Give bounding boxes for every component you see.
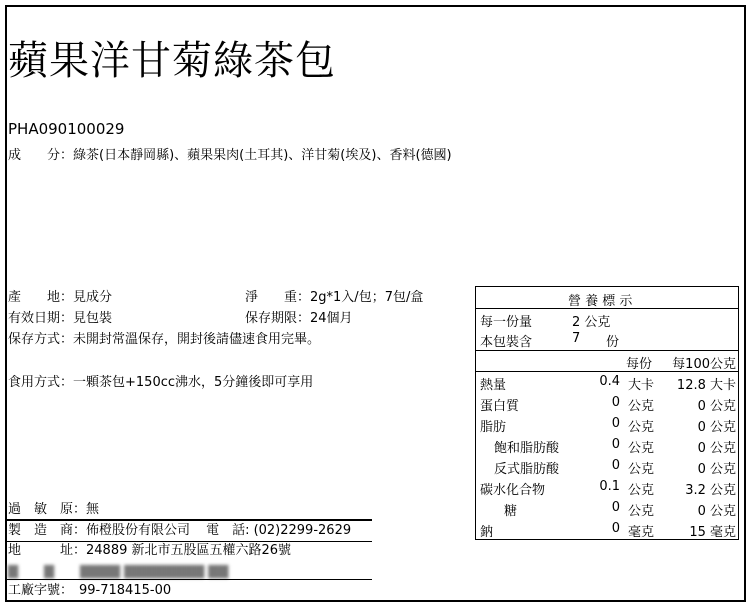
net-weight-value: 2g*1入/包；7包/盒 bbox=[310, 290, 424, 305]
factory-row bbox=[8, 583, 171, 599]
serving-size-value: 2 公克 bbox=[572, 315, 611, 330]
servings-unit: 份 bbox=[606, 335, 620, 350]
serving-size-label: 每一份量 bbox=[480, 315, 533, 330]
nutrient-unit: 公克 bbox=[628, 504, 655, 519]
col-per-100g: 每100公克 bbox=[672, 357, 736, 372]
ingredients-label: 成 分： bbox=[8, 148, 74, 163]
factory-value: 99-718415-00 bbox=[79, 583, 172, 598]
nutrient-name: 鈉 bbox=[480, 525, 494, 540]
allergen-label: 過 敏 原： bbox=[8, 502, 87, 517]
product-code: PHA090100029 bbox=[8, 120, 125, 138]
allergen-row bbox=[8, 502, 99, 518]
nutrient-per-100g: 0 公克 bbox=[697, 420, 736, 435]
address-value: 24889 新北市五股區五權六路26號 bbox=[86, 543, 292, 558]
nutrient-name: 蛋白質 bbox=[480, 399, 520, 414]
maker-value: 佈橙股份有限公司 bbox=[86, 523, 191, 538]
address-label: 地 址： bbox=[8, 543, 87, 558]
ingredients-row bbox=[8, 148, 452, 164]
nutrient-name: 碳水化合物 bbox=[480, 483, 546, 498]
usage-row bbox=[8, 375, 313, 391]
nutrient-per-100g: 0 公克 bbox=[697, 504, 736, 519]
nutrient-per-100g: 0 公克 bbox=[697, 441, 736, 456]
nutrient-name: 飽和脂肪酸 bbox=[494, 441, 560, 456]
phone-label: 電 話: bbox=[206, 523, 250, 538]
redacted-row: ▇ ▇ ▇▇▇▇ ▇▇▇▇▇▇▇▇ ▇▇ bbox=[8, 564, 229, 579]
expiry-row bbox=[8, 311, 112, 327]
origin-value: 見成分 bbox=[73, 290, 113, 305]
nutrient-name: 脂肪 bbox=[480, 420, 507, 435]
allergen-value: 無 bbox=[86, 502, 100, 517]
divider-maker bbox=[7, 519, 372, 521]
storage-row bbox=[8, 332, 320, 348]
phone-value: (02)2299-2629 bbox=[253, 523, 352, 538]
factory-label: 工廠字號： bbox=[8, 583, 74, 598]
ingredients-value: 綠茶(日本靜岡縣)、蘋果果肉(土耳其)、洋甘菊(埃及)、香料(德國) bbox=[73, 148, 452, 163]
divider-factory bbox=[7, 579, 372, 580]
col-per-serving: 每份 bbox=[626, 357, 653, 372]
usage-value: 一顆茶包+150cc沸水，5分鐘後即可享用 bbox=[73, 375, 314, 390]
nutrient-unit: 毫克 bbox=[628, 525, 655, 540]
nutrient-per-serving: 0 bbox=[611, 437, 620, 452]
address-row bbox=[8, 543, 291, 559]
product-title: 蘋果洋甘菊綠茶包 bbox=[8, 38, 336, 84]
nutrient-unit: 公克 bbox=[628, 441, 655, 456]
storage-value: 未開封常溫保存，開封後請儘速食用完畢。 bbox=[73, 332, 321, 347]
shelf-life-value: 24個月 bbox=[310, 311, 353, 326]
nutrient-per-100g: 12.8 大卡 bbox=[676, 378, 736, 393]
nutrition-table bbox=[475, 286, 739, 540]
maker-row bbox=[8, 523, 351, 539]
nutrient-name: 反式脂肪酸 bbox=[494, 462, 560, 477]
nutrient-per-serving: 0.1 bbox=[599, 479, 620, 494]
nutrient-name: 熱量 bbox=[480, 378, 507, 393]
maker-label: 製 造 商： bbox=[8, 523, 87, 538]
nutrient-per-100g: 0 公克 bbox=[697, 399, 736, 414]
nutrient-per-100g: 3.2 公克 bbox=[685, 483, 736, 498]
net-weight-row bbox=[245, 290, 423, 306]
shelf-life-row bbox=[245, 311, 353, 327]
nutrient-per-serving: 0 bbox=[611, 500, 620, 515]
nutrient-per-serving: 0 bbox=[611, 458, 620, 473]
nutrient-per-serving: 0 bbox=[611, 521, 620, 536]
origin-label: 產 地： bbox=[8, 290, 74, 305]
divider-address bbox=[7, 541, 372, 542]
net-weight-label: 淨 重： bbox=[245, 290, 311, 305]
nutrient-unit: 公克 bbox=[628, 399, 655, 414]
nutrient-unit: 公克 bbox=[628, 420, 655, 435]
nutrition-header: 營 養 標 示 bbox=[568, 294, 633, 309]
nutrient-unit: 公克 bbox=[628, 462, 655, 477]
nutrient-per-serving: 0 bbox=[611, 395, 620, 410]
nutrient-name: 糖 bbox=[504, 504, 518, 519]
origin-row bbox=[8, 290, 112, 306]
expiry-value: 見包裝 bbox=[73, 311, 113, 326]
nutrient-per-serving: 0 bbox=[611, 416, 620, 431]
shelf-life-label: 保存期限： bbox=[245, 311, 311, 326]
storage-label: 保存方式： bbox=[8, 332, 74, 347]
nutrient-unit: 大卡 bbox=[628, 378, 655, 393]
nutrient-per-100g: 0 公克 bbox=[697, 462, 736, 477]
servings-value: 7 bbox=[572, 331, 581, 346]
usage-label: 食用方式： bbox=[8, 375, 74, 390]
nutrient-unit: 公克 bbox=[628, 483, 655, 498]
servings-label: 本包裝含 bbox=[480, 335, 533, 350]
nutrient-per-serving: 0.4 bbox=[599, 374, 620, 389]
nutrient-per-100g: 15 毫克 bbox=[689, 525, 736, 540]
expiry-label: 有效日期： bbox=[8, 311, 74, 326]
